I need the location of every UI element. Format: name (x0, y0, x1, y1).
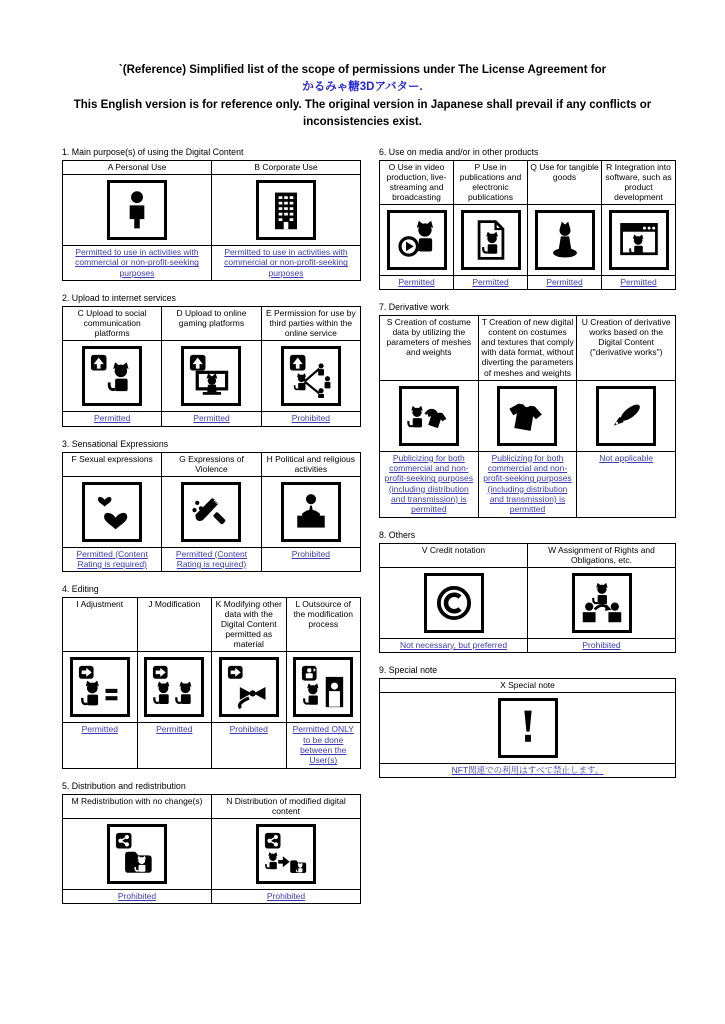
status-text: NFT関連での利用はすべて禁止します。 (380, 764, 676, 778)
icon-box (498, 698, 558, 758)
icon-cell (162, 341, 261, 412)
section-title: 8. Others (379, 529, 416, 540)
document-title (41, 62, 685, 131)
icon-box (181, 482, 241, 542)
item-header: P Use in publications and electronic publications (454, 161, 528, 205)
icon-box (281, 482, 341, 542)
icon-box (82, 346, 142, 406)
permission-table (62, 306, 361, 426)
icon-cell (63, 652, 138, 723)
status-text: Permitted (380, 276, 454, 290)
section-title: 5. Distribution and redistribution (62, 780, 186, 791)
icon-cell (478, 380, 577, 451)
item-header: I Adjustment (63, 598, 138, 652)
icon-cell (63, 175, 212, 246)
icon-cell (602, 205, 676, 276)
item-header: O Use in video production, live-streaming and broadcasting (380, 161, 454, 205)
item-header: L Outsource of the modification process (286, 598, 361, 652)
status-text: Prohibited (212, 723, 287, 768)
icon-box (461, 210, 521, 270)
icon-box (293, 657, 353, 717)
left-column (62, 147, 361, 916)
status-text: Prohibited (261, 412, 360, 426)
icon-cell (212, 652, 287, 723)
costume-data-icon (407, 394, 451, 438)
section-title: 3. Sensational Expressions (62, 438, 169, 449)
item-header: J Modification (137, 598, 212, 652)
status-text: Not necessary, but preferred (380, 638, 528, 652)
icon-box (219, 657, 279, 717)
item-header: U Creation of derivative works based on the Digital Content ("derivative works") (577, 316, 676, 380)
title-line-english: `(Reference) Simplified list of the scope of permissions under The License Agreement for (118, 64, 607, 76)
icon-cell (212, 818, 361, 889)
icon-cell (261, 341, 360, 412)
icon-cell (162, 476, 261, 547)
section-1 (62, 147, 361, 281)
costume-new-icon (505, 394, 549, 438)
icon-box (181, 346, 241, 406)
icon-cell (528, 567, 676, 638)
title-reference-note: This English version is for reference only. The original version in Japanese shall prevail if any conflicts or inconsistencies exist. (73, 98, 652, 128)
icon-box (256, 180, 316, 240)
item-header: X Special note (380, 679, 676, 693)
item-header: C Upload to social communication platforms (63, 307, 162, 341)
section-6 (379, 147, 676, 290)
icon-box (107, 824, 167, 884)
item-header: D Upload to online gaming platforms (162, 307, 261, 341)
status-text: Prohibited (63, 889, 212, 903)
icon-cell (380, 567, 528, 638)
icon-box (497, 386, 557, 446)
status-text: Permitted to use in activities with commercial or non-profit-seeking purposes (212, 246, 361, 281)
status-text: Permitted (528, 276, 602, 290)
section-title: 7. Derivative work (379, 302, 449, 313)
section-title: 1. Main purpose(s) of using the Digital Content (62, 147, 244, 157)
icon-cell (261, 476, 360, 547)
status-text: Permitted ONLY to be done between the User(s) (286, 723, 361, 768)
status-text: Permitted to use in activities with commercial or non-profit-seeking purposes (63, 246, 212, 281)
icon-box (609, 210, 669, 270)
item-header: A Personal Use (63, 161, 212, 175)
icon-box (144, 657, 204, 717)
item-header: M Redistribution with no change(s) (63, 794, 212, 818)
title-product-name-japanese: かるみゃ糖3Dアバター. (302, 81, 423, 94)
icon-box (424, 573, 484, 633)
icon-cell (286, 652, 361, 723)
item-header: S Creation of costume data by utilizing the parameters of meshes and weights (380, 316, 479, 380)
icon-cell (137, 652, 212, 723)
exclamation-icon (506, 706, 550, 750)
icon-box (82, 482, 142, 542)
icon-cell (63, 476, 162, 547)
software-window-icon (617, 218, 661, 262)
icon-cell (380, 205, 454, 276)
item-header: K Modifying other data with the Digital Content permitted as material (212, 598, 287, 652)
material-ribbon-icon (227, 665, 271, 709)
permission-table (62, 794, 361, 904)
upload-social-icon (90, 354, 134, 398)
icon-box (572, 573, 632, 633)
upload-third-party-icon (289, 354, 333, 398)
status-text: Not applicable (577, 451, 676, 517)
icon-cell (212, 175, 361, 246)
permission-table (62, 452, 361, 573)
item-header: T Creation of new digital content on costumes and textures that comply with data format, without diverting the parameters of meshes and weights (478, 316, 577, 380)
icon-cell (577, 380, 676, 451)
status-text: Permitted (Content Rating is required) (63, 547, 162, 572)
status-text: Publicizing for both commercial and non-profit-seeking purposes (including distribution and transmission) is permitted (478, 451, 577, 517)
section-7 (379, 302, 676, 517)
status-text: Permitted (602, 276, 676, 290)
hearts-icon (90, 490, 134, 534)
status-text: Publicizing for both commercial and non-profit-seeking purposes (including distribution and transmission) is permitted (380, 451, 479, 517)
status-text: Prohibited (212, 889, 361, 903)
icon-cell (380, 380, 479, 451)
section-5 (62, 781, 361, 904)
icon-cell (380, 693, 676, 764)
status-text: Permitted (63, 723, 138, 768)
icon-cell (454, 205, 528, 276)
permission-table (379, 678, 676, 778)
section-title: 6. Use on media and/or in other products (379, 147, 539, 157)
status-text: Prohibited (528, 638, 676, 652)
copyright-icon (432, 581, 476, 625)
modified-distribution-icon (264, 832, 308, 876)
upload-gaming-icon (189, 354, 233, 398)
icon-box (107, 180, 167, 240)
icon-cell (63, 341, 162, 412)
item-header: Q Use for tangible goods (528, 161, 602, 205)
item-header: N Distribution of modified digital content (212, 794, 361, 818)
icon-box (256, 824, 316, 884)
icon-box (596, 386, 656, 446)
icon-cell (528, 205, 602, 276)
permission-table (379, 160, 676, 290)
permission-table (379, 315, 676, 517)
icon-box (535, 210, 595, 270)
item-header: V Credit notation (380, 543, 528, 567)
section-4 (62, 584, 361, 769)
section-8 (379, 530, 676, 653)
podium-speech-icon (289, 490, 333, 534)
section-3 (62, 439, 361, 573)
person-icon (115, 188, 159, 232)
item-header: R Integration into software, such as product development (602, 161, 676, 205)
status-text: Permitted (162, 412, 261, 426)
permission-table (62, 160, 361, 281)
section-9 (379, 665, 676, 778)
outsource-icon (301, 665, 345, 709)
building-icon (264, 188, 308, 232)
icon-box (399, 386, 459, 446)
icon-cell (63, 818, 212, 889)
status-text: Permitted (Content Rating is required) (162, 547, 261, 572)
status-text: Permitted (63, 412, 162, 426)
right-column (379, 147, 676, 790)
item-header: W Assignment of Rights and Obligations, etc. (528, 543, 676, 567)
adjustment-icon (78, 665, 122, 709)
permission-table (62, 597, 361, 769)
status-text: Prohibited (261, 547, 360, 572)
item-header: F Sexual expressions (63, 452, 162, 476)
permission-table (379, 543, 676, 653)
status-text: Permitted (137, 723, 212, 768)
status-text: Permitted (454, 276, 528, 290)
section-title: 2. Upload to internet services (62, 293, 176, 304)
icon-box (387, 210, 447, 270)
section-title: 4. Editing (62, 584, 99, 595)
item-header: E Permission for use by third parties within the online service (261, 307, 360, 341)
item-header: H Political and religious activities (261, 452, 360, 476)
item-header: B Corporate Use (212, 161, 361, 175)
rights-assignment-icon (580, 581, 624, 625)
knife-icon (189, 490, 233, 534)
modification-icon (152, 665, 196, 709)
publication-document-icon (469, 218, 513, 262)
redistribution-folder-icon (115, 832, 159, 876)
section-title: 9. Special note (379, 665, 438, 676)
video-play-icon (395, 218, 439, 262)
icon-box (70, 657, 130, 717)
pen-icon (604, 394, 648, 438)
section-2 (62, 293, 361, 426)
item-header: G Expressions of Violence (162, 452, 261, 476)
figurine-goods-icon (543, 218, 587, 262)
icon-box (281, 346, 341, 406)
